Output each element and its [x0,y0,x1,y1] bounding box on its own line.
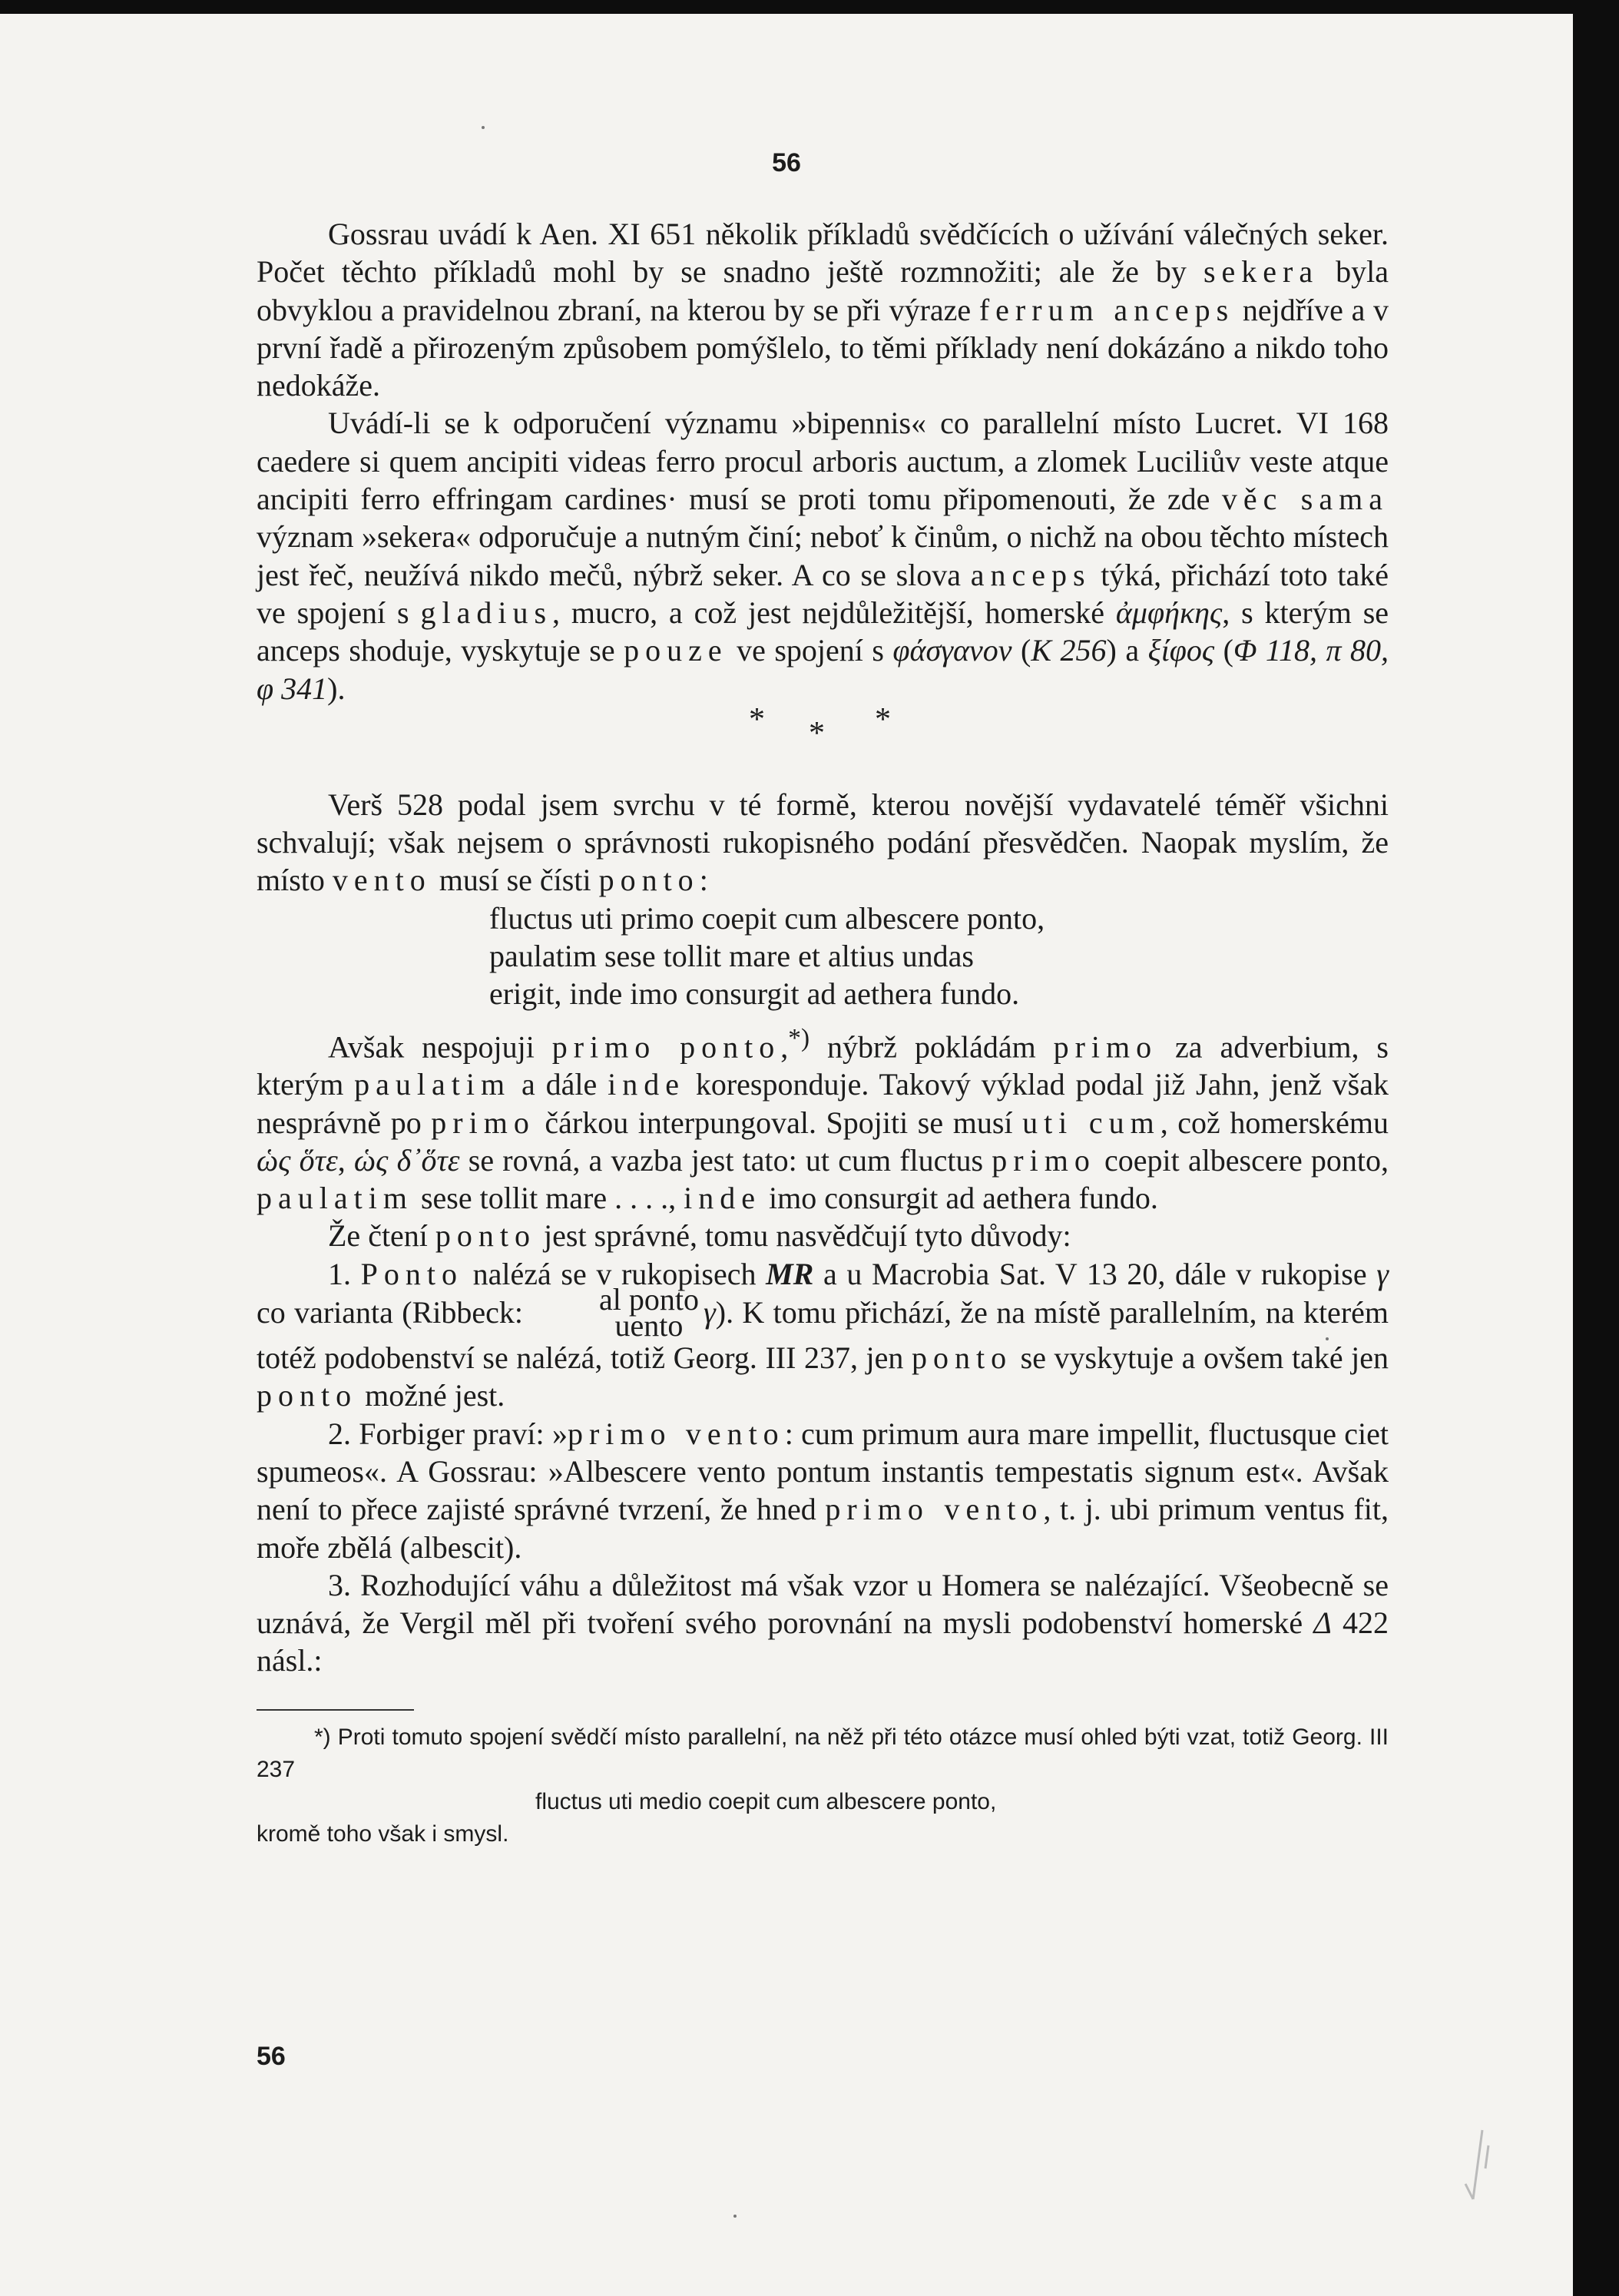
footnote: *) Proti tomuto spojení svědčí místo parallelní, na něž při této otázce musí ohled býti vzat, totiž Georg. III 237 fluctus uti medio coepit cum albescere ponto, kromě toho však i smysl. [257,1724,1389,1847]
asterisk: * [749,701,765,737]
paragraph-3: Verš 528 podal jsem svrchu v té formě, kterou novější vydavatelé téměř všichni schvalují; však nejsem o správnosti rukopisného podání přesvědčen. Naopak myslím, že místo vento musí se čísti ponto: [257,787,1389,898]
verse-line: fluctus uti primo coepit cum albescere ponto, [489,900,1045,936]
section-break-asterisks [257,701,1389,786]
main-text [257,215,1389,1850]
verse-line: erigit, inde imo consurgit ad aethera fundo. [489,976,1020,1012]
scan-top-edge [0,0,1619,14]
book-page [0,14,1573,2296]
scan-right-edge [1573,0,1619,2296]
paragraph-4: Avšak nespojuji primo ponto,*) nýbrž pokládám primo za adverbium, s kterým paulatim a dále inde koresponduje. Takový výklad podal již Jahn, jenž však nesprávně po primo čárkou interpungoval. Spojiti se musí uti cum, což homerskému ὡς ὅτε, ὡς δ᾽ὅτε se rovná, a vazba jest tato: ut cum fluctus primo coepit albescere ponto, paulatim sese tollit mare . . . ., inde imo consurgit ad aethera fundo. [257,1023,1389,1216]
asterisk: * [809,715,825,751]
paragraph-1: Gossrau uvádí k Aen. XI 651 několik příkladů svědčících o užívání válečných seker. Počet těchto příkladů mohl by se snadno ještě rozmnožiti; ale že by sekera byla obvyklou a pravidelnou zbraní, na kterou by se při výraze ferrum anceps nejdříve a v první řadě a přirozeným způsobem pomýšlelo, to těmi příklady není dokázáno a nikdo toho nedokáže. [257,217,1389,403]
speck [733,2215,737,2218]
page-number-top: 56 [772,148,801,177]
apparatus-fraction: al ponto uento [599,1282,699,1343]
paragraph-8: 3. Rozhodující váhu a důležitost má však vzor u Homera se nalézající. Všeobecně se uznává, že Vergil měl při tvoření svého porovnání na mysli podobenství homerské Δ 422 násl.: [257,1567,1389,1678]
speck [482,126,485,129]
paragraph-5: Že čtení ponto jest správné, tomu nasvědčují tyto důvody: [328,1218,1071,1254]
pen-mark-icon [1459,2122,1505,2215]
asterisk: * [875,701,891,737]
page-number-bottom: 56 [257,2042,286,2071]
footnote-rule [257,1709,414,1711]
paragraph-2: Uvádí-li se k odporučení významu »bipennis« co parallelní místo Lucret. VI 168 caedere si quem ancipiti videas ferro procul arboris auctum, a zlomek Luciliův veste atque ancipiti ferro effringam cardines· musí se proti tomu připomenouti, že zde věc sama význam »sekera« odporučuje a nutným činí; neboť k činům, o nichž na obou těchto místech jest řeč, neužívá nikdo mečů, nýbrž seker. A co se slova anceps týká, přichází toto také ve spojení s gladius, mucro, a což jest nejdůležitější, homerské ἀμφήκης, s kterým se anceps shoduje, vyskytuje se pouze ve spojení s φάσγανον (K 256) a ξίφος (Φ 118, π 80, φ 341). [257,406,1389,706]
paragraph-7: 2. Forbiger praví: »primo vento: cum primum aura mare impellit, fluctusque ciet spumeos«. A Gossrau: »Albescere vento pontum instantis tempestatis signum est«. Avšak není to přece zajisté správné tvrzení, že hned primo vento, t. j. ubi primum ventus fit, moře zbělá (albescit). [257,1416,1389,1565]
paragraph-6: 1. Ponto nalézá se v rukopisech MR a u Macrobia Sat. V 13 20, dále v rukopise γ co varianta (Ribbeck: al ponto uento γ). K tomu přichází, že na místě parallelním, na kterém totéž podobenství se nalézá, totiž Georg. III 237, jen ponto se vyskytuje a ovšem také jen ponto možné jest. [257,1256,1389,1413]
verse-line: paulatim sese tollit mare et altius undas [489,939,974,974]
verse-quotation [489,900,1389,1013]
